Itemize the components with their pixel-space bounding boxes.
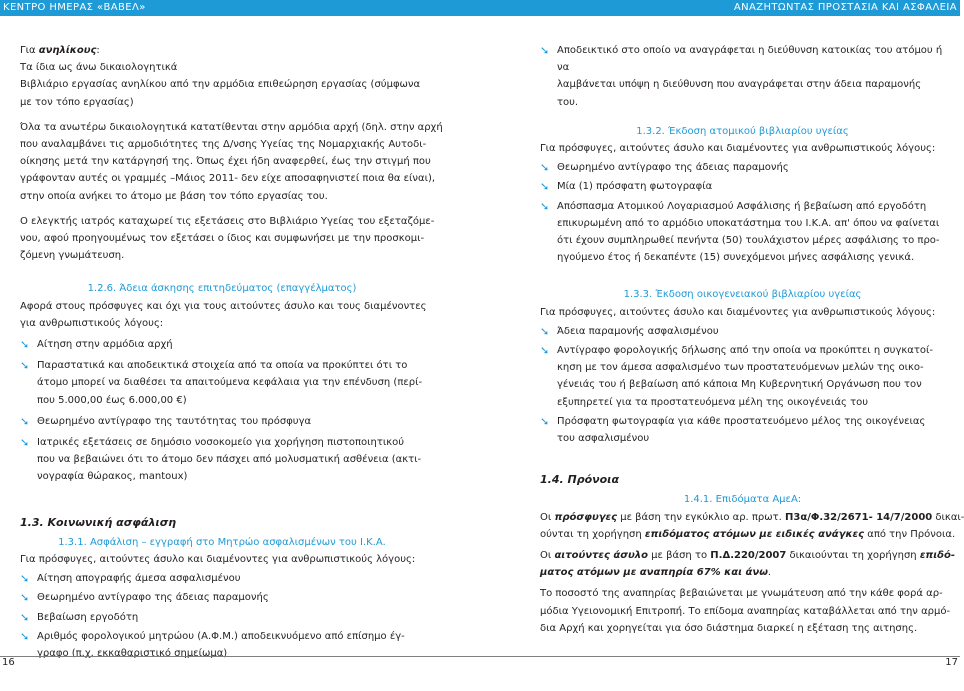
- minors-word: ανηλίκους: [38, 45, 97, 56]
- minors-label: Για: [20, 45, 39, 56]
- list-item-text: Μία (1) πρόσφατη φωτογραφία: [557, 181, 713, 193]
- list-item: [20, 570, 424, 587]
- text-run: με βάση την εγκύκλιο αρ. πρωτ.: [617, 511, 786, 523]
- paragraph-work-booklet-line: με τον τόπο εργασίας): [20, 96, 134, 108]
- subheading-1-3-2: 1.3.2. Έκδοση ατομικού βιβλιαρίου υγείας: [636, 125, 849, 137]
- list-item: [20, 589, 424, 606]
- paragraph-authority-line: Όλα τα ανωτέρω δικαιολογητικά κατατίθενται στην αρμόδια αρχή (δηλ. στην αρχή: [20, 121, 443, 133]
- arrow-bullet-icon: ➘: [20, 414, 30, 428]
- list-item-text: Βεβαίωση εργοδότη: [37, 611, 139, 623]
- text-run-bold: πρόσφυγες: [554, 511, 618, 523]
- arrow-bullet-icon: ➘: [20, 359, 30, 373]
- list-item-text: Αντίγραφο φορολογικής δήλωσης από την οποία να προκύπτει η συγκατοί-: [557, 345, 934, 357]
- list-item: [540, 178, 945, 195]
- list-item-text: Πρόσφατη φωτογραφία για κάθε προστατευόμενο μέλος της οικογένειας: [557, 415, 926, 427]
- minors-heading: [20, 42, 424, 59]
- text-run-bold: ματος ατόμων με αναπηρία 67% και άνω: [540, 567, 768, 579]
- subheading-1-3-1: 1.3.1. Ασφάλιση – εγγραφή στο Μητρώο ασφαλισμένων του Ι.Κ.Α.: [58, 536, 386, 548]
- text-run-bold: Π3α/Φ.32/2671- 14/7/2000: [785, 511, 933, 523]
- arrow-bullet-icon: ➘: [540, 199, 550, 213]
- text-run-bold: Π.Δ.220/2007: [710, 550, 787, 562]
- arrow-bullet-icon: ➘: [540, 414, 550, 428]
- list-item: [540, 413, 945, 447]
- arrow-bullet-icon: ➘: [20, 436, 30, 450]
- list-item-text: άτομο μπορεί να διαθέσει τα απαιτούμενα κεφάλαια για την επένδυση (περί-: [37, 377, 423, 389]
- arrow-bullet-icon: ➘: [20, 572, 30, 586]
- paragraph-for-refugees: Για πρόσφυγες, αιτούντες άσυλο και διαμένοντες για ανθρωπιστικούς λόγους:: [540, 143, 936, 155]
- list-item-text: κηση με τον άμεσα ασφαλισμένο των προστατευόμενων μελών της οικο-: [557, 362, 924, 374]
- paragraph-authority-line: οίκησης μετά την κατάργησή της. Όπως έχει ήδη αναφερθεί, έως την στιγμή που: [20, 156, 431, 168]
- list-item-text: του ασφαλισμένου: [557, 433, 650, 445]
- list-item-text: Αίτηση στην αρμόδια αρχή: [37, 339, 173, 351]
- list-item: [540, 323, 945, 340]
- arrow-bullet-icon: ➘: [20, 591, 30, 605]
- page-number-right: 17: [945, 657, 958, 668]
- minors-colon: :: [96, 45, 100, 56]
- list-item: [20, 609, 424, 626]
- list-item: [20, 628, 424, 662]
- section-heading-1-3: 1.3. Κοινωνική ασφάλιση: [20, 515, 177, 529]
- left-page-column: [20, 42, 443, 662]
- text-run: ούνται τη χορήγηση: [540, 528, 645, 540]
- paragraph-disability-line: μόδια Υγειονομική Επιτροπή. Το επίδομα αναπηρίας καταβάλλεται από την αρμό-: [540, 605, 951, 617]
- text-run: με βάση το: [648, 550, 711, 562]
- paragraph-refugees-allowance: [540, 509, 964, 526]
- list-item-text: νογραφία θώρακος, mantoux): [37, 471, 188, 483]
- header-bar: [0, 0, 960, 16]
- text-run: .: [767, 567, 772, 579]
- list-item: [20, 336, 424, 353]
- paragraph-disability-line: Το ποσοστό της αναπηρίας βεβαιώνεται με γνωμάτευση από την κάθε φορά αρ-: [540, 588, 943, 600]
- paragraph-doctor-line: Ο ελεγκτής ιατρός καταχωρεί τις εξετάσεις στο Βιβλιάριο Υγείας του εξεταζόμε-: [20, 215, 435, 227]
- text-run: Οι: [540, 550, 555, 562]
- arrow-bullet-icon: ➘: [540, 344, 550, 358]
- paragraph-authority-line: που αναλαμβάνει τις αρμοδιότητες της Δ/νσης Υγείας της Νομαρχιακής Αυτοδι-: [20, 139, 427, 151]
- paragraph-doctor-line: ζόμενη γνωμάτευση.: [20, 250, 125, 262]
- list-item-text: επικυρωμένη από το αρμόδιο υποκατάστημα του Ι.Κ.Α. απ' όπου να φαίνεται: [557, 217, 940, 229]
- text-run: από την Πρόνοια.: [864, 528, 956, 540]
- list-item-text: Αριθμός φορολογικού μητρώου (Α.Φ.Μ.) αποδεικνυόμενο από επίσημο έγ-: [37, 630, 405, 642]
- list-item-text: γραφο (π.χ. εκκαθαριστικό σημείωμα): [37, 648, 228, 660]
- list-item-text: λαμβάνεται υπόψη η διεύθυνση που αναγράφεται στην άδεια παραμονής του.: [557, 79, 922, 108]
- list-item-text: που να βεβαιώνει ότι το άτομο δεν πάσχει από μολυσματική ασθένεια (ακτι-: [37, 454, 422, 466]
- list-item-text: Θεωρημένο αντίγραφο της άδειας παραμονής: [37, 592, 269, 604]
- list-item-text: που 5.000,00 έως 6.000,00 €): [37, 394, 187, 406]
- list-item: [20, 357, 424, 409]
- arrow-bullet-icon: ➘: [540, 324, 550, 338]
- header-left-title: ΚΕΝΤΡΟ ΗΜΕΡΑΣ «ΒΑΒΕΛ»: [3, 2, 146, 13]
- list-item-text: εξυπηρετεί για τα προστατευόμενα μέλη της οικογένειάς του: [557, 396, 869, 408]
- paragraph-authority-line: γράφονταν αυτές οι γραμμές –Μάιος 2011- δεν είχε αποσαφηνιστεί ποια θα είναι),: [20, 173, 436, 185]
- text-run-bold: αιτούντες άσυλο: [554, 550, 648, 562]
- paragraph-same-documents: Τα ίδια ως άνω δικαιολογητικά: [20, 62, 178, 74]
- header-right-title: ΑΝΑΖΗΤΩΝΤΑΣ ΠΡΟΣΤΑΣΙΑ ΚΑΙ ΑΣΦΑΛΕΙΑ: [733, 2, 957, 13]
- list-item-text: Θεωρημένο αντίγραφο της άδειας παραμονής: [557, 162, 789, 174]
- paragraph-for-refugees: Για πρόσφυγες, αιτούντες άσυλο και διαμένοντες για ανθρωπιστικούς λόγους:: [540, 306, 936, 318]
- text-run: δικαι-: [932, 511, 964, 523]
- paragraph-refugees-line: για ανθρωπιστικούς λόγους:: [20, 317, 164, 329]
- arrow-bullet-icon: ➘: [540, 44, 550, 57]
- list-item: [540, 42, 945, 111]
- section-heading-1-4: 1.4. Πρόνοια: [540, 473, 620, 487]
- list-item-text: Θεωρημένο αντίγραφο της ταυτότητας του πρόσφυγα: [37, 415, 312, 427]
- list-item-text: Αίτηση απογραφής άμεσα ασφαλισμένου: [37, 573, 241, 585]
- paragraph-refugees-allowance: [540, 526, 956, 543]
- paragraph-authority-line: στην οποία ανήκει το άτομο με βάση τον τόπο εργασίας του.: [20, 190, 328, 202]
- arrow-bullet-icon: ➘: [20, 338, 30, 352]
- subheading-1-3-3: 1.3.3. Έκδοση οικογενειακού βιβλιαρίου υγείας: [623, 289, 862, 301]
- arrow-bullet-icon: ➘: [20, 610, 30, 624]
- list-item: [20, 413, 424, 430]
- list-item-text: Παραστατικά και αποδεικτικά στοιχεία από τα οποία να προκύπτει ότι το: [37, 360, 408, 372]
- list-item-text: ηγούμενο έτος ή δεκαπέντε (15) συνεχόμενοι μήνες ασφάλισης γενικά.: [557, 252, 915, 264]
- list-item-text: ότι έχουν συμπληρωθεί πενήντα (50) τουλάχιστον μέρες ασφάλισης το προ-: [557, 235, 940, 247]
- paragraph-for-refugees: Για πρόσφυγες, αιτούντες άσυλο και διαμένοντες για ανθρωπιστικούς λόγους:: [20, 554, 416, 566]
- footer-divider: [0, 656, 960, 657]
- subheading-1-2-6: 1.2.6. Άδεια άσκησης επιτηδεύματος (επαγγέλματος): [87, 283, 357, 295]
- paragraph-work-booklet-line: Βιβλιάριο εργασίας ανηλίκου από την αρμόδια επιθεώρηση εργασίας (σύμφωνα: [20, 79, 421, 91]
- paragraph-disability-line: δια Αρχή και χορηγείται για όσο διάστημα διαρκεί η εξέταση της αιτησης.: [540, 622, 918, 634]
- list-item-text: Απόσπασμα Ατομικού Λογαριασμού Ασφάλισης ή βεβαίωση από εργοδότη: [557, 200, 927, 212]
- list-item-text: Ιατρικές εξετάσεις σε δημόσιο νοσοκομείο για χορήγηση πιστοποιητικού: [37, 437, 405, 449]
- paragraph-asylum-allowance: [540, 564, 945, 581]
- paragraph-doctor-line: νου, αφού προηγουμένως τον εξετάσει ο ίδιος και συμφωνήσει με την προσκομι-: [20, 233, 425, 245]
- page-number-left: 16: [2, 657, 15, 668]
- arrow-bullet-icon: ➘: [540, 180, 550, 194]
- arrow-bullet-icon: ➘: [540, 161, 550, 175]
- text-run: Οι: [540, 511, 555, 523]
- list-item: [20, 434, 424, 486]
- right-page-column: [540, 42, 964, 637]
- subheading-1-4-1: 1.4.1. Επιδόματα ΑμεΑ:: [683, 494, 802, 506]
- paragraph-refugees-line: Αφορά στους πρόσφυγες και όχι για τους αιτούντες άσυλο και τους διαμένοντες: [20, 300, 427, 312]
- paragraph-asylum-allowance: [540, 547, 956, 564]
- text-run-bold: επιδό-: [919, 550, 956, 562]
- text-run: δικαιούνται τη χορήγηση: [786, 550, 920, 562]
- list-item-text: Άδεια παραμονής ασφαλισμένου: [557, 325, 719, 337]
- list-item: [540, 159, 945, 176]
- arrow-bullet-icon: ➘: [20, 629, 30, 643]
- list-item: [540, 198, 945, 267]
- list-item: [540, 342, 945, 411]
- text-run-bold: επιδόματος ατόμων με ειδικές ανάγκες: [644, 528, 865, 540]
- list-item-text: γένειάς του ή βεβαίωση από κάποια Μη Κυβερνητική Οργάνωση που τον: [557, 379, 922, 391]
- list-item-text: Αποδεικτικό στο οποίο να αναγράφεται η διεύθυνση κατοικίας του ατόμου ή να: [557, 45, 943, 74]
